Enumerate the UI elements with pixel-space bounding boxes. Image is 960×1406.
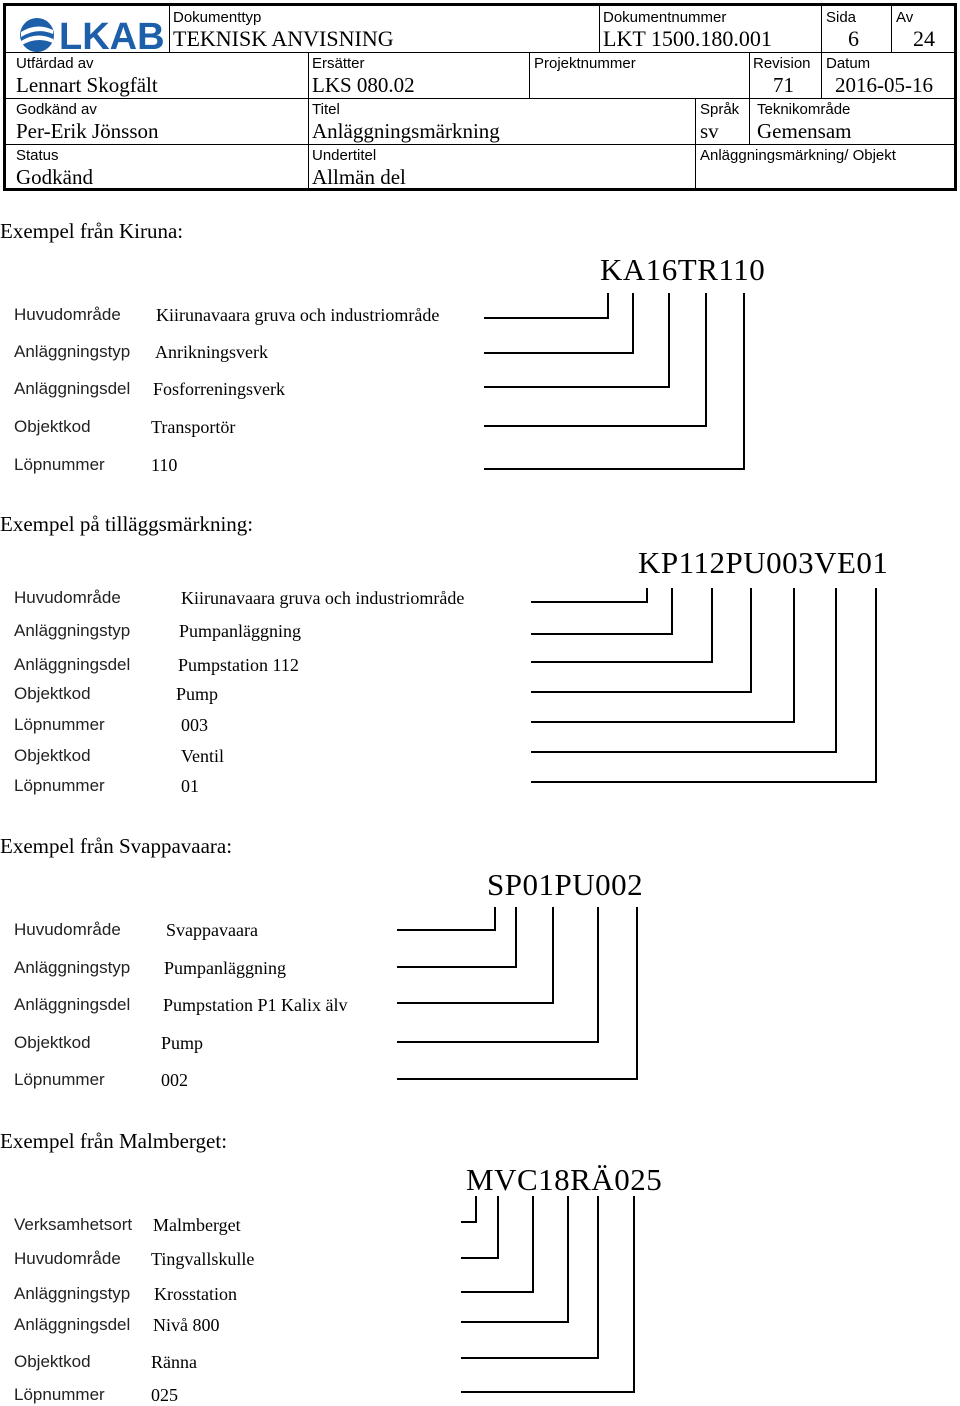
teknikomrade-sub-value: Anläggningsmärkning/ Objekt	[700, 147, 896, 164]
row-value: Tingvallskulle	[151, 1249, 255, 1269]
row-label: Anläggningstyp	[14, 342, 131, 361]
row-value: Ventil	[181, 746, 224, 766]
dokumentnummer-label: Dokumentnummer	[603, 9, 727, 26]
av-label: Av	[896, 9, 914, 26]
row-value: Krosstation	[154, 1284, 237, 1304]
row-label: Anläggningsdel	[14, 995, 131, 1014]
section-heading: Exempel från Malmberget:	[0, 1129, 228, 1153]
row-value: Fosforreningsverk	[153, 379, 285, 399]
row-label: Objektkod	[14, 746, 91, 765]
row-label: Löpnummer	[14, 715, 105, 734]
dokumenttyp-label: Dokumenttyp	[173, 9, 262, 26]
row-value: Kiirunavaara gruva och industriområde	[156, 305, 440, 325]
row-value: 110	[151, 455, 178, 475]
row-label: Objektkod	[14, 1033, 91, 1052]
av-value: 24	[913, 26, 935, 51]
row-label: Huvudområde	[14, 1249, 121, 1268]
connector-line	[531, 588, 794, 722]
row-value: Transportör	[151, 417, 236, 437]
row-value: Anrikningsverk	[155, 342, 268, 362]
connector-line	[397, 907, 553, 1003]
code-label: SP01PU002	[487, 867, 644, 902]
row-value: Svappavaara	[166, 920, 258, 940]
row-label: Huvudområde	[14, 588, 121, 607]
status-label: Status	[16, 147, 59, 164]
row-value: Nivå 800	[153, 1315, 220, 1335]
row-label: Anläggningstyp	[14, 1284, 131, 1303]
row-value: Pump	[176, 684, 219, 704]
revision-value: 71	[773, 73, 794, 97]
section-heading: Exempel på tilläggsmärkning:	[0, 512, 254, 536]
code-label: KA16TR110	[600, 252, 766, 287]
row-value: Kiirunavaara gruva och industriområde	[181, 588, 465, 608]
teknikomrade-value: Gemensam	[757, 119, 852, 143]
row-label: Verksamhetsort	[14, 1215, 133, 1234]
row-label: Anläggningsdel	[14, 379, 131, 398]
row-label: Huvudområde	[14, 920, 121, 939]
row-label: Objektkod	[14, 684, 91, 703]
sprak-label: Språk	[700, 101, 740, 118]
connector-line	[484, 293, 669, 387]
connector-line	[461, 1196, 476, 1222]
row-value: Pumpstation P1 Kalix älv	[163, 995, 348, 1015]
section-heading: Exempel från Svappavaara:	[0, 834, 233, 858]
row-value: 025	[151, 1385, 178, 1405]
ersatter-value: LKS 080.02	[312, 73, 415, 97]
row-value: Pumpstation 112	[178, 655, 299, 675]
row-value: Pumpanläggning	[179, 621, 301, 641]
row-value: Pumpanläggning	[164, 958, 286, 978]
godkand-av-value: Per-Erik Jönsson	[16, 119, 159, 143]
undertitel-label: Undertitel	[312, 147, 377, 164]
row-label: Objektkod	[14, 1352, 91, 1371]
connector-line	[484, 293, 608, 318]
datum-value: 2016-05-16	[835, 73, 933, 97]
connector-line	[461, 1196, 634, 1392]
row-label: Huvudområde	[14, 305, 121, 324]
connector-line	[484, 293, 633, 353]
sprak-value: sv	[700, 119, 719, 143]
connector-line	[531, 588, 836, 752]
sida-label: Sida	[826, 9, 857, 26]
row-label: Anläggningsdel	[14, 1315, 131, 1334]
section-heading: Exempel från Kiruna:	[0, 219, 184, 243]
row-value: 002	[161, 1070, 188, 1090]
row-value: Malmberget	[153, 1215, 241, 1235]
svg-text:LKAB: LKAB	[59, 16, 165, 56]
revision-label: Revision	[753, 55, 811, 72]
row-label: Objektkod	[14, 417, 91, 436]
row-value: Pump	[161, 1033, 204, 1053]
connector-line	[461, 1196, 498, 1258]
row-label: Anläggningstyp	[14, 958, 131, 977]
row-label: Löpnummer	[14, 776, 105, 795]
row-label: Anläggningstyp	[14, 621, 131, 640]
row-label: Anläggningsdel	[14, 655, 131, 674]
connector-line	[397, 907, 598, 1042]
row-label: Löpnummer	[14, 1070, 105, 1089]
godkand-av-label: Godkänd av	[16, 101, 97, 118]
connector-line	[484, 293, 706, 426]
undertitel-value: Allmän del	[312, 165, 406, 189]
ersatter-label: Ersätter	[312, 55, 365, 72]
code-label: MVC18RÄ025	[466, 1162, 663, 1197]
dokumentnummer-value: LKT 1500.180.001	[603, 26, 772, 51]
row-value: Ränna	[151, 1352, 197, 1372]
connector-line	[461, 1196, 598, 1358]
dokumenttyp-value: TEKNISK ANVISNING	[173, 26, 394, 51]
projektnummer-label: Projektnummer	[534, 55, 636, 72]
titel-value: Anläggningsmärkning	[312, 119, 500, 143]
row-label: Löpnummer	[14, 1385, 105, 1404]
utfardad-label: Utfärdad av	[16, 55, 94, 72]
status-value: Godkänd	[16, 165, 93, 189]
titel-label: Titel	[312, 101, 340, 118]
row-value: 01	[181, 776, 199, 796]
row-value: 003	[181, 715, 208, 735]
connector-line	[531, 588, 672, 634]
connector-line	[531, 588, 712, 662]
code-label: KP112PU003VE01	[638, 545, 889, 580]
connector-line	[531, 588, 751, 692]
connector-line	[397, 907, 495, 930]
connector-line	[531, 588, 647, 602]
sida-value: 6	[848, 26, 859, 51]
connector-line	[397, 907, 516, 967]
teknikomrade-label: Teknikområde	[757, 101, 851, 118]
datum-label: Datum	[826, 55, 871, 72]
row-label: Löpnummer	[14, 455, 105, 474]
utfardad-value: Lennart Skogfält	[16, 73, 158, 97]
